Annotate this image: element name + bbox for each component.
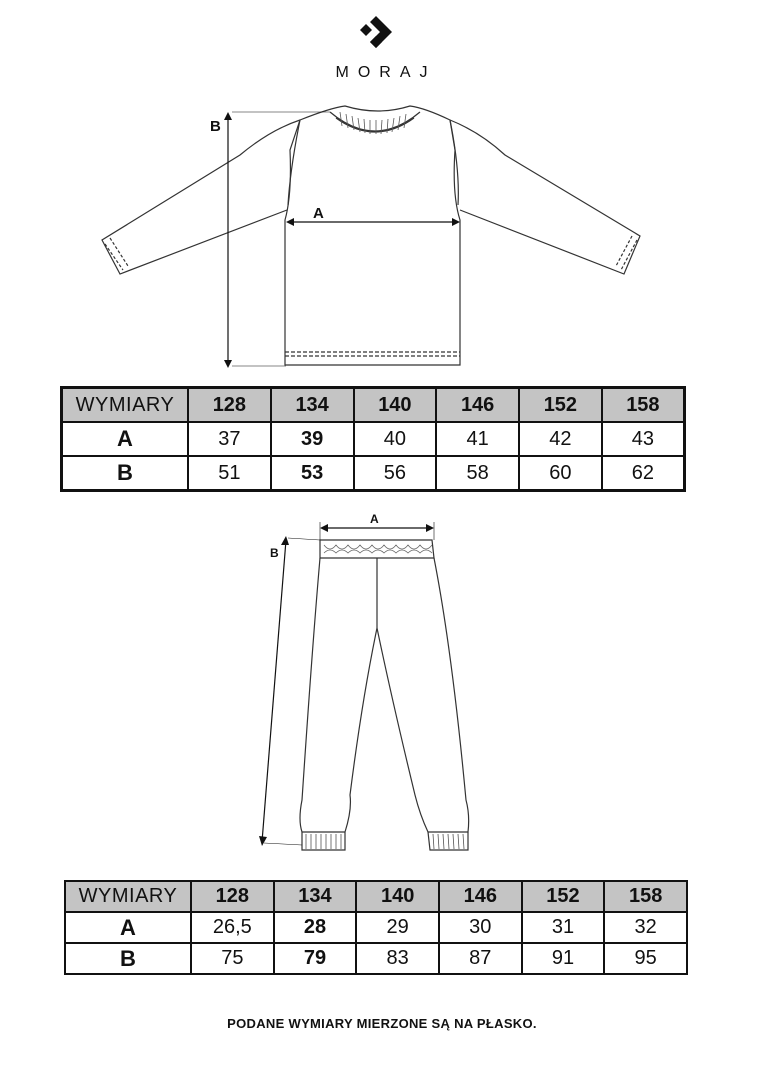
size-header: 128: [191, 881, 274, 912]
table-cell: 51: [188, 456, 271, 491]
table-cell: 95: [604, 943, 687, 974]
sweatshirt-size-table: [60, 386, 686, 492]
size-header: 152: [519, 388, 602, 423]
size-header: 152: [522, 881, 605, 912]
header-label: WYMIARY: [65, 881, 191, 912]
sweatshirt-measure-a-label: A: [313, 205, 324, 222]
size-header: 146: [439, 881, 522, 912]
table-cell: 26,5: [191, 912, 274, 943]
table-cell: 39: [271, 422, 354, 456]
table-row: [62, 456, 685, 491]
size-header: 134: [271, 388, 354, 423]
size-header: 158: [604, 881, 687, 912]
row-label: B: [65, 943, 191, 974]
row-label: A: [62, 422, 189, 456]
table-row: [62, 422, 685, 456]
table-cell: 31: [522, 912, 605, 943]
size-header: 128: [188, 388, 271, 423]
table-cell: 75: [191, 943, 274, 974]
table-cell: 43: [602, 422, 685, 456]
table-cell: 41: [436, 422, 519, 456]
table-header-row: [62, 388, 685, 423]
size-header: 140: [354, 388, 437, 423]
row-label: B: [62, 456, 189, 491]
table-cell: 32: [604, 912, 687, 943]
table-cell: 40: [354, 422, 437, 456]
table-cell: 53: [271, 456, 354, 491]
pants-measure-a-label: A: [370, 512, 379, 526]
footnote: PODANE WYMIARY MIERZONE SĄ NA PŁASKO.: [227, 1016, 537, 1031]
table-row: [65, 912, 687, 943]
table-cell: 62: [602, 456, 685, 491]
table-cell: 29: [356, 912, 439, 943]
table-header-row: [65, 881, 687, 912]
table-cell: 56: [354, 456, 437, 491]
table-cell: 58: [436, 456, 519, 491]
table-cell: 87: [439, 943, 522, 974]
size-header: 140: [356, 881, 439, 912]
header-label: WYMIARY: [62, 388, 189, 423]
table-cell: 79: [274, 943, 357, 974]
table-cell: 28: [274, 912, 357, 943]
sweatshirt-measure-b-label: B: [210, 118, 221, 135]
sweatshirt-drawing: [0, 96, 764, 382]
row-label: A: [65, 912, 191, 943]
size-header: 134: [274, 881, 357, 912]
brand-name: MORAJ: [335, 64, 437, 81]
pants-size-table: [64, 880, 688, 975]
table-cell: 37: [188, 422, 271, 456]
table-cell: 91: [522, 943, 605, 974]
size-header: 146: [436, 388, 519, 423]
pants-measure-b-label: B: [270, 546, 279, 560]
moraj-logo-icon: [356, 14, 396, 54]
table-cell: 60: [519, 456, 602, 491]
table-row: [65, 943, 687, 974]
table-cell: 83: [356, 943, 439, 974]
table-cell: 30: [439, 912, 522, 943]
table-cell: 42: [519, 422, 602, 456]
size-header: 158: [602, 388, 685, 423]
pants-drawing: [0, 506, 764, 856]
